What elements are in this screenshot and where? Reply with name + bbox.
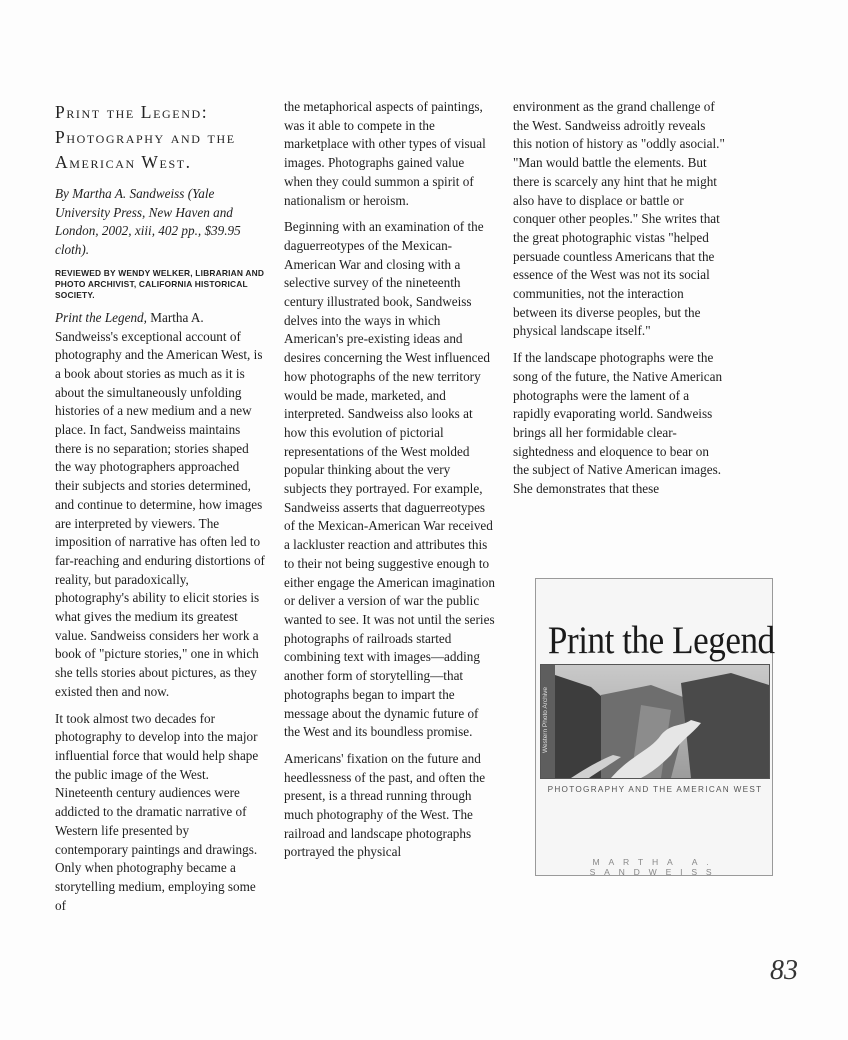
title-line-2: Photography and the bbox=[55, 127, 236, 147]
paragraph-2-continued: the metaphorical aspects of paintings, was it able to compete in the marketplace with other types of visual images. Photographs gained value when they could summon a spirit of nationalism or heroism. bbox=[284, 99, 486, 208]
book-cover-image bbox=[535, 578, 773, 876]
reviewer-credit: REVIEWED BY WENDY WELKER, LIBRARIAN AND PHOTO ARCHIVIST, CALIFORNIA HISTORICAL SOCIETY. bbox=[55, 267, 265, 300]
spine-label bbox=[540, 664, 554, 777]
cover-subtitle: PHOTOGRAPHY AND THE AMERICAN WEST bbox=[547, 785, 763, 794]
paragraph-2: It took almost two decades for photography to develop into the major influential force that would help shape the public image of the West. Nineteenth century audiences were addicted to the dramatic narrative of Western life presented by contemporary paintings and drawings. Only when photography became a storytelling medium, employing some of bbox=[55, 710, 259, 913]
canyon-photograph bbox=[540, 664, 770, 779]
paragraph-3: Beginning with an examination of the daguerreotypes of the Mexican-American War and closing with a selective survey of the nineteenth century illustrated book, Sandweiss delves into the ways in which American's pre-existing ideas and desires concerning the West influenced how photographs of the new territory would be made, marketed, and interpreted. Sandweiss also looks at how this evolution of pictorial representations of the West molded popular thinking about the very subjects they portrayed. For example, Sandweiss asserts that daguerreotypes of the Mexican-American War received a lackluster reaction and attributes this to their not being suggestive enough to either engage the American imagination or deliver a version of war the public wanted to see. It was not until the series photographs of railroads started combining text with images—adding another form of storytelling—that photographs began to impart the message about the dynamic future of the West and its boundless promise. bbox=[284, 219, 495, 740]
column-2 bbox=[284, 98, 496, 862]
paragraph-1-text: Martha A. Sandweiss's exceptional account of photography and the American West, is a book about stories as much as it is about the simultaneously unfolding histories of a new medium and a new place. In fact, Sandweiss maintains there is no separation; stories shaped the way photographers approached their subjects and stories determined, and continue to determine, how images are interpreted by viewers. The imposition of narrative has often led to far-reaching and enduring distortions of reality, but paradoxically, photography's ability to elicit stories is what gives the medium its greatest value. Sandweiss considers her work a book of "picture stories," one in which she tells stories about pictures, as they existed then and now. bbox=[55, 309, 265, 699]
paragraph-5: If the landscape photographs were the song of the future, the Native American photographs were the lament of a rapidly evaporating world. Sandweiss brings all her formidable clear-sightedness and eloquence to bear on the subject of Native American images. She demonstrates that these bbox=[513, 350, 723, 497]
paragraph-4-continued: environment as the grand challenge of the West. Sandweiss adroitly reveals this notion of history as "oddly asocial." "Man would battle the elements. But there is scarcely any hint that he might also have to displace or battle or conquer other peoples." She writes that the great photographic vistas "helped persuade countless Americans that the essence of the West was not its social communities, not the interaction between its diverse peoples, but the physical landscape itself." bbox=[513, 99, 725, 339]
column-1 bbox=[55, 98, 265, 915]
book-title-italic: Print the Legend, bbox=[55, 309, 147, 325]
cover-title: Print the Legend bbox=[547, 619, 775, 662]
title-line-3: American West. bbox=[55, 152, 192, 172]
review-title bbox=[55, 100, 265, 175]
spine-label-text: Western Photo Archive bbox=[542, 687, 549, 753]
paragraph-4: Americans' fixation on the future and heedlessness of the past, and often the present, is a thread running through much photography of the West. The railroad and landscape photographs portrayed the physical bbox=[284, 750, 486, 860]
title-line-1: Print the Legend: bbox=[55, 102, 209, 122]
book-citation: By Martha A. Sandweiss (Yale University Press, New Haven and London, 2002, xiii, 402 pp., $39.95 cloth). bbox=[55, 186, 241, 258]
column-3 bbox=[513, 98, 725, 507]
page-number: 83 bbox=[770, 955, 798, 986]
cover-author: MARTHA A. SANDWEISS bbox=[589, 857, 721, 877]
paragraph-1 bbox=[55, 309, 265, 702]
